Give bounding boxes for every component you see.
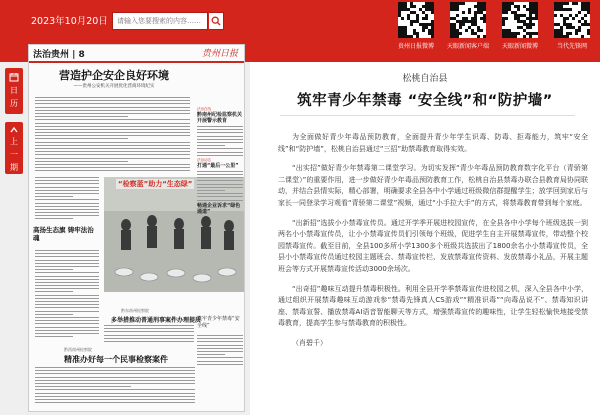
text-line — [35, 373, 195, 374]
article-paragraph: “出实招”做好青少年禁毒第二课堂学习。为切实发挥“青少年毒品预防教育数字化平台（青骄第二课堂）”的重要作用，进一步做好青少年毒品预防教育工作，松桃自治县禁毒办联合县教育局协同联动，并结合县情实际，精心部署，明确要求全县各中小学通过班级微信群提醒学生；放学回到家后与家长一同登录学习观看“青骄第二课堂”视频，通过“小手拉大手”的方式，将禁毒教育带到每个家庭。 — [278, 164, 588, 207]
text-line — [35, 393, 195, 394]
text-line — [35, 187, 99, 188]
bottom-article-kicker: 黔西南州检察院 — [64, 347, 92, 352]
text-line — [35, 327, 99, 328]
article-text-block[interactable] — [197, 335, 243, 367]
text-line — [35, 119, 190, 120]
qr-code — [450, 2, 486, 38]
text-line — [35, 132, 190, 133]
text-line — [35, 126, 190, 127]
page-section-label: 法治贵州 | 8 — [33, 50, 85, 60]
text-line — [35, 383, 195, 384]
article-kicker: 松桃自治县 — [402, 74, 448, 84]
text-line — [35, 199, 99, 200]
qr-weibo[interactable] — [395, 2, 437, 50]
newspaper-page[interactable] — [28, 44, 245, 412]
text-line — [35, 307, 99, 308]
qr-caption: 当代先锋网 — [556, 43, 587, 50]
text-line — [197, 338, 243, 339]
text-line — [35, 389, 195, 390]
text-line — [35, 386, 131, 387]
text-line — [104, 328, 194, 329]
paper-headline[interactable]: 营造护企安企良好环境 — [59, 69, 169, 82]
text-line — [35, 135, 190, 136]
article-text-block[interactable] — [35, 367, 195, 405]
text-line — [197, 155, 243, 156]
text-line — [35, 177, 99, 178]
text-line — [35, 260, 99, 261]
text-line — [197, 129, 243, 130]
text-line — [35, 183, 99, 184]
text-line — [35, 196, 73, 197]
qr-tianyan-weibo[interactable] — [499, 2, 541, 50]
text-line — [35, 396, 195, 397]
text-line — [35, 148, 190, 149]
article-paragraph: “出新招”选拔小小禁毒宣传员。通过开学季开展进校园宣传，在全县各中小学每个班级选拔一到两名小小禁毒宣传员，让小小禁毒宣传员们引领每个班级，促进学生自主开展禁毒宣传，带动整个校园禁毒宣传。截至目前，全县100多所小学1300多个班级共选拔出了1800余名小小禁毒宣传员，全县小小禁毒宣传员通过校园主题班会、禁毒宣传栏、发放禁毒宣传资料、发放禁毒小礼品，开展主题班会等方式开展禁毒宣传活动3000余场次。 — [278, 218, 588, 273]
text-line — [35, 100, 190, 101]
text-line — [197, 348, 243, 349]
text-line — [104, 335, 194, 336]
article-text-block[interactable] — [35, 177, 99, 222]
text-line — [35, 304, 99, 305]
text-line — [35, 370, 195, 371]
text-line — [35, 295, 99, 296]
text-line — [35, 170, 190, 171]
article-text-block[interactable] — [35, 97, 190, 174]
mid-article-kicker: 黔东南州检察院 — [121, 308, 149, 313]
text-line — [197, 132, 243, 133]
text-line — [35, 367, 195, 368]
sidebar-title[interactable]: 畅通企业诉求“绿色通道” — [197, 202, 241, 215]
text-line — [197, 196, 243, 197]
text-line — [197, 335, 243, 336]
qr-caption: 天眼新闻客户端 — [447, 43, 490, 50]
text-line — [35, 167, 190, 168]
text-line — [197, 351, 243, 352]
text-line — [35, 206, 99, 207]
text-line — [197, 193, 243, 194]
text-line — [35, 402, 195, 403]
text-line — [35, 256, 99, 257]
qr-code — [554, 2, 590, 38]
title-divider — [280, 115, 575, 116]
text-line — [35, 154, 190, 155]
text-line — [197, 177, 243, 178]
text-line — [197, 187, 243, 188]
text-line — [35, 116, 128, 117]
text-line — [197, 364, 243, 365]
text-line — [35, 333, 99, 334]
text-line — [197, 341, 243, 342]
text-line — [35, 97, 190, 98]
text-line — [35, 330, 99, 331]
sidebar-title[interactable]: 打通“最后一公里” — [197, 162, 239, 169]
qr-code — [502, 2, 538, 38]
text-line — [35, 113, 190, 114]
article-paragraph: 为全面做好青少年毒品预防教育，全面提升青少年学生识毒、防毒、拒毒能力，筑牢“安全线”和“防护墙”，松桃自治县通过“三招”助禁毒教育取得实效。 — [278, 133, 588, 153]
text-line — [197, 190, 225, 191]
text-line — [35, 399, 195, 400]
text-line — [197, 354, 225, 355]
bottom-article-title[interactable]: 精准办好每一个民事检察案件 — [64, 354, 168, 364]
text-line — [35, 276, 99, 277]
text-line — [197, 174, 243, 175]
text-line — [35, 311, 99, 312]
text-line — [35, 266, 99, 267]
text-line — [35, 288, 99, 289]
text-line — [197, 145, 225, 146]
text-line — [35, 250, 99, 251]
text-line — [35, 107, 190, 108]
text-line — [35, 145, 190, 146]
text-line — [35, 123, 190, 124]
text-line — [35, 314, 73, 315]
text-line — [35, 215, 99, 216]
calendar-label: 日历 — [10, 86, 18, 108]
prev-issue-button[interactable] — [5, 122, 23, 174]
text-line — [104, 338, 194, 339]
article-body — [278, 132, 588, 348]
article-text-block[interactable] — [104, 325, 194, 344]
sidebar-kicker: 法治动态 — [197, 157, 211, 162]
text-line — [35, 282, 99, 283]
text-line — [197, 180, 243, 181]
text-line — [35, 180, 99, 181]
text-line — [35, 272, 99, 273]
search-input[interactable] — [112, 12, 208, 30]
text-line — [35, 209, 99, 210]
text-line — [35, 285, 99, 286]
article-title: 筑牢青少年禁毒 “安全线”和“防护墙” — [297, 93, 553, 109]
prev-issue-icon — [9, 126, 19, 134]
qr-dangdai[interactable] — [551, 2, 593, 50]
text-line — [35, 193, 99, 194]
text-line — [35, 336, 73, 337]
text-line — [35, 253, 99, 254]
text-line — [104, 331, 194, 332]
text-line — [197, 184, 243, 185]
search-icon — [211, 16, 221, 26]
text-line — [35, 103, 190, 104]
paper-sidebar — [197, 107, 243, 217]
text-line — [35, 269, 73, 270]
article-author: （肖碧千） — [292, 338, 327, 347]
text-line — [197, 139, 243, 140]
qr-tianyan-app[interactable] — [447, 2, 489, 50]
search-button[interactable] — [209, 12, 224, 30]
text-line — [35, 212, 99, 213]
article-text-block[interactable] — [197, 126, 243, 156]
article-pane — [250, 62, 600, 415]
qr-caption: 天眼新闻微博 — [501, 43, 538, 50]
text-line — [35, 161, 128, 162]
text-line — [197, 171, 243, 172]
text-line — [35, 263, 99, 264]
text-line — [197, 148, 243, 149]
text-line — [35, 380, 195, 381]
text-line — [35, 190, 99, 191]
text-line — [104, 325, 194, 326]
text-line — [197, 200, 243, 201]
text-line — [35, 320, 99, 321]
mid-article-title[interactable]: 多举措推动普通刑事案件办理提质 — [111, 317, 202, 324]
text-line — [35, 142, 190, 143]
text-line — [35, 317, 99, 318]
text-line — [197, 126, 243, 127]
prev-issue-label: 上一期 — [10, 137, 18, 172]
text-line — [35, 203, 99, 204]
photo-caption: “检察蓝”助力“生态绿” — [118, 180, 193, 188]
article-text-block[interactable] — [35, 250, 99, 339]
calendar-icon — [9, 72, 19, 82]
text-line — [197, 357, 243, 358]
article-paragraph: “出奇招”趣味互动提升禁毒积极性。利用全县开学季禁毒宣传进校园之机，深入全县各中小学，通过组织开展禁毒趣味互动游戏参“禁毒先锋真人CS游戏”“精准识毒”“向毒品说不”、禁毒知识讲座、禁毒宣誓、播放禁毒AI语音智能聊天等方式，增强禁毒宣传的趣味性，让学生轻松愉快地接受禁毒教育，提高学生参与禁毒教育的积极性。 — [278, 284, 588, 328]
qr-code — [398, 2, 434, 38]
paper-logo: 贵州日报 — [201, 49, 238, 59]
text-line — [197, 361, 243, 362]
text-line — [35, 301, 99, 302]
text-line — [35, 164, 190, 165]
issue-date: 2023年10月20日 — [31, 16, 108, 27]
text-line — [35, 158, 190, 159]
qr-caption: 贵州日报微博 — [397, 43, 434, 50]
text-line — [35, 151, 190, 152]
text-line — [35, 298, 99, 299]
text-line — [35, 110, 190, 111]
paper-subhead: ——贵州公安机关开展优化营商环境纪实 — [73, 84, 155, 89]
text-line — [197, 136, 243, 137]
left-article-title[interactable]: 高扬生态旗 铸牢法治魂 — [33, 226, 94, 242]
text-line — [197, 152, 243, 153]
text-line — [35, 377, 195, 378]
right-article-title[interactable]: 筑牢青少年禁毒“安全线” — [197, 316, 240, 329]
text-line — [197, 345, 243, 346]
article-text-block[interactable] — [197, 171, 243, 201]
text-line — [35, 323, 99, 324]
sidebar-title[interactable]: 黔南州纪检监察机关开展警示教育 — [197, 112, 243, 124]
text-line — [35, 129, 190, 130]
text-line — [104, 341, 194, 342]
calendar-button[interactable] — [5, 68, 23, 114]
text-line — [35, 291, 73, 292]
text-line — [35, 279, 99, 280]
text-line — [35, 218, 73, 219]
sidebar-kicker: 法治在线 — [197, 107, 211, 111]
text-line — [35, 138, 128, 139]
text-line — [197, 142, 243, 143]
